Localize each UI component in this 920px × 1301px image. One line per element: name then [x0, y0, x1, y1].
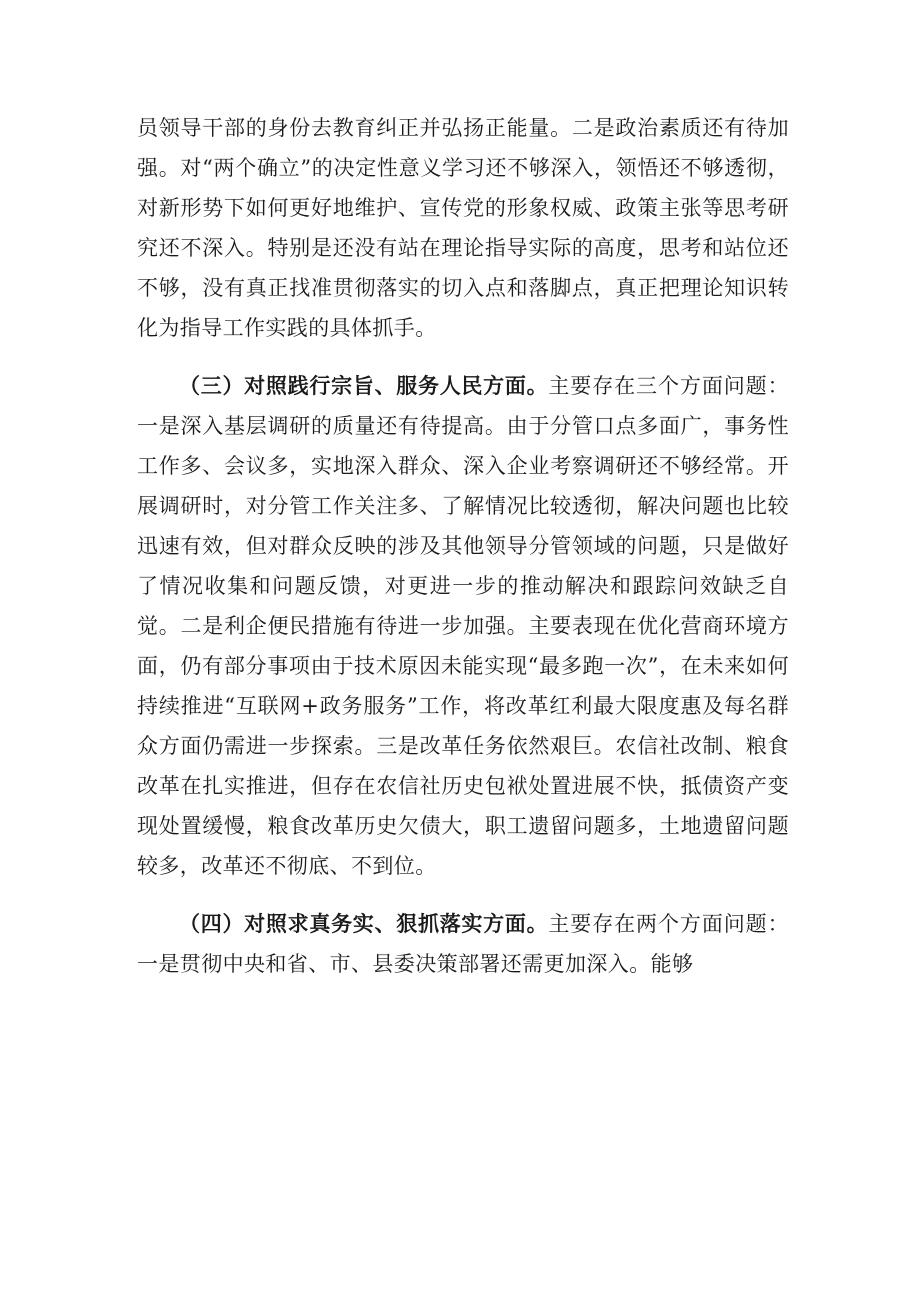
section-heading-3: （三）对照践行宗旨、服务人民方面。 — [179, 374, 549, 398]
section-heading-4: （四）对照求真务实、狠抓落实方面。 — [179, 912, 549, 936]
paragraph-text: 主要存在三个方面问题：一是深入基层调研的质量还有待提高。由于分管口点多面广，事务性工作多、会议多，实地深入群众、深入企业考察调研还不够经常。开展调研时，对分管工作关注多、了解情况比较透彻，解决问题也比较迅速有效，但对群众反映的涉及其他领导分管领域的问题，只是做好了情况收集和问题反馈，对更进一步的推动解决和跟踪问效缺乏自觉。二是利企便民措施有待进一步加强。主要表现在优化营商环境方面，仍有部分事项由于技术原因未能实现“最多跑一次”，在未来如何持续推进“互联网+政务服务”工作，将改革红利最大限度惠及每名群众方面仍需进一步探索。三是改革任务依然艰巨。农信社改制、粮食改革在扎实推进，但存在农信社历史包袱处置进展不快，抵债资产变现处置缓慢，粮食改革历史欠债大，职工遗留问题多，土地遗留问题较多，改革还不彻底、不到位。 — [137, 374, 789, 878]
paragraph-text: 主要存在两个方面问题：一是贯彻中央和省、市、县委决策部署还需更加深入。能够 — [137, 912, 789, 976]
paragraph-continued — [137, 108, 789, 348]
paragraph-text: 员领导干部的身份去教育纠正并弘扬正能量。二是政治素质还有待加强。对“两个确立”的决定性意义学习还不够深入，领悟还不够透彻，对新形势下如何更好地维护、宣传党的形象权威、政策主张等思考研究还不深入。特别是还没有站在理论指导实际的高度，思考和站位还不够，没有真正找准贯彻落实的切入点和落脚点，真正把理论知识转化为指导工作实践的具体抓手。 — [137, 116, 789, 340]
paragraph-section-3 — [137, 366, 789, 886]
paragraph-section-4 — [137, 904, 789, 984]
document-body — [137, 108, 789, 984]
